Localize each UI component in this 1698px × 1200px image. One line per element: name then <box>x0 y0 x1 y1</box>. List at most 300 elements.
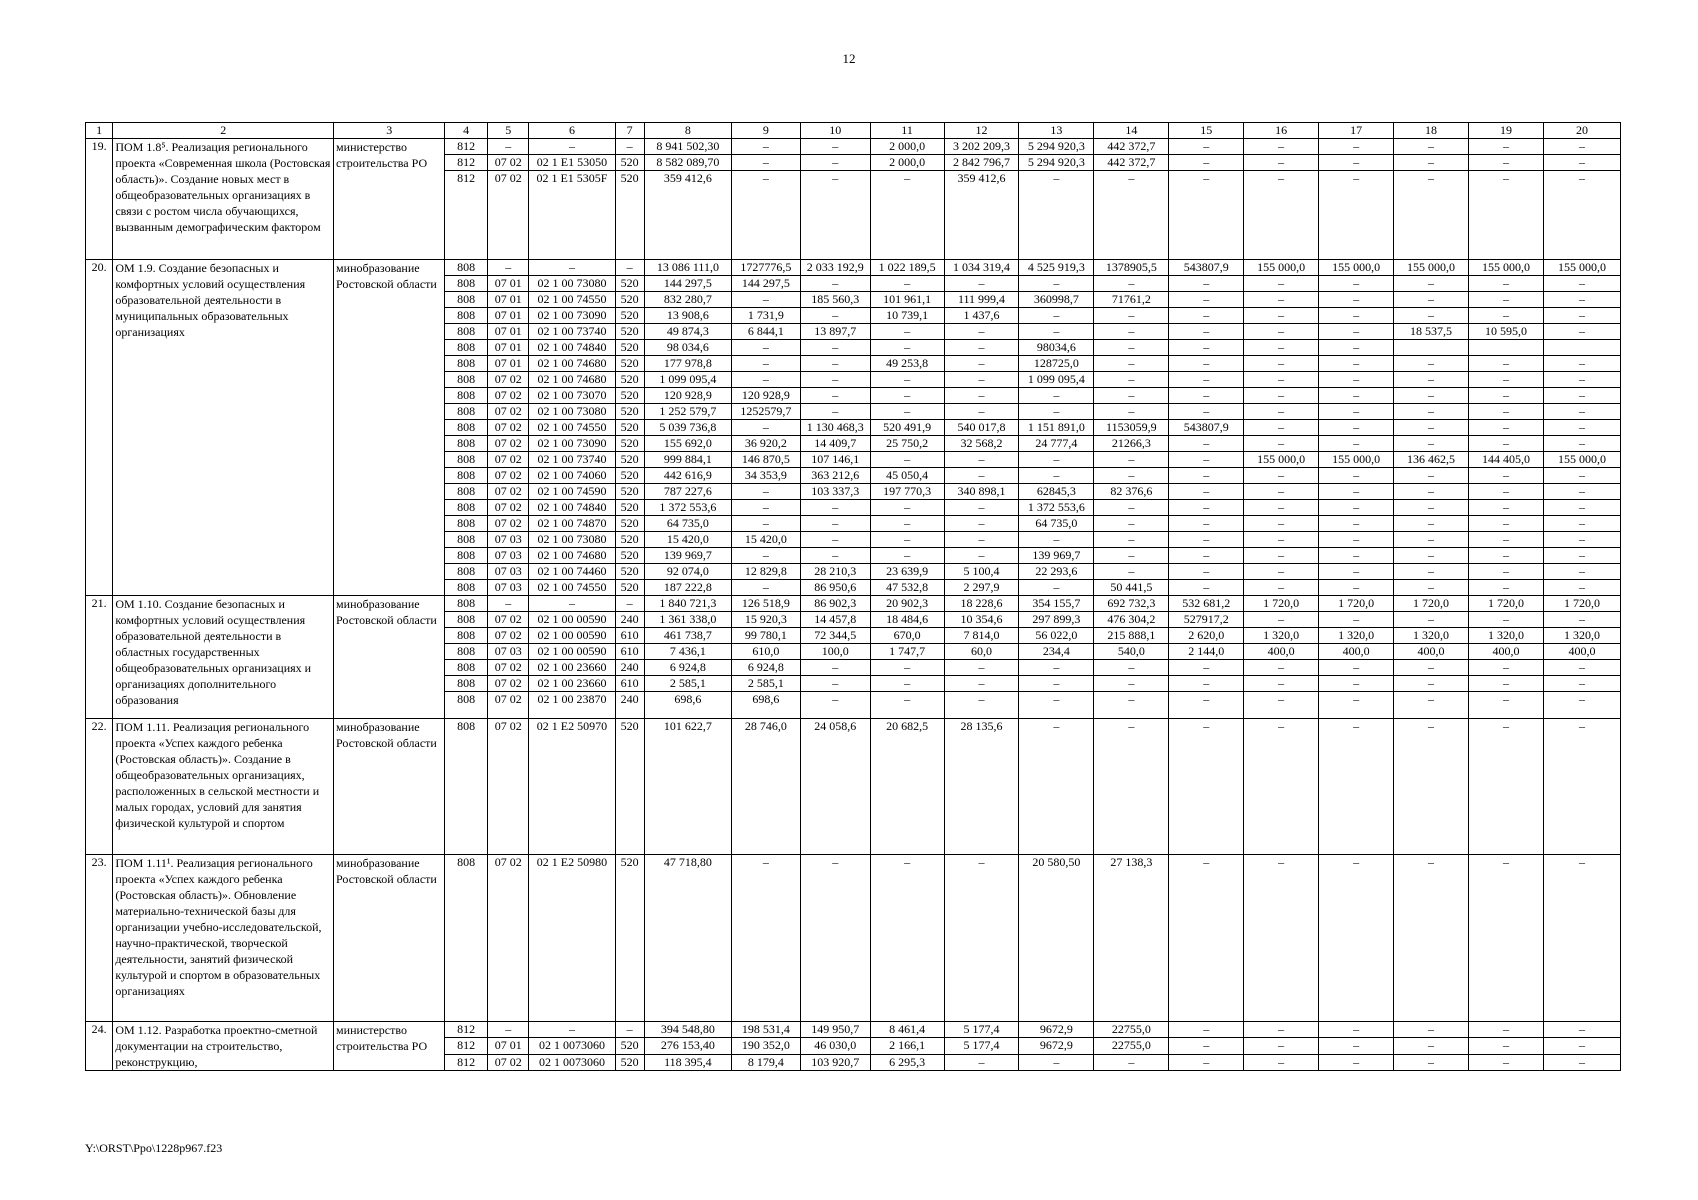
section-code: 07 01 <box>487 356 529 372</box>
amount-cell: – <box>870 388 944 404</box>
amount-cell: – <box>1319 500 1394 516</box>
amount-cell: 1 034 319,4 <box>944 260 1019 276</box>
amount-cell: – <box>1543 324 1620 340</box>
executor-name: минобразование Ростовской области <box>334 855 445 1022</box>
amount-cell: – <box>1319 372 1394 388</box>
amount-cell: 27 138,3 <box>1094 855 1169 1022</box>
column-number-3: 3 <box>334 123 445 139</box>
amount-cell: 20 580,50 <box>1019 855 1094 1022</box>
amount-cell: – <box>1394 564 1469 580</box>
amount-cell: 442 616,9 <box>644 468 731 484</box>
amount-cell: 297 899,3 <box>1019 612 1094 628</box>
amount-cell: – <box>1019 692 1094 719</box>
amount-cell: – <box>1319 564 1394 580</box>
amount-cell: – <box>1319 308 1394 324</box>
amount-cell: – <box>1019 171 1094 260</box>
amount-cell: – <box>1394 612 1469 628</box>
amount-cell: 15 420,0 <box>731 532 800 548</box>
amount-cell: – <box>1468 1022 1543 1038</box>
grbs-code: 812 <box>445 1022 488 1038</box>
amount-cell: – <box>1244 468 1319 484</box>
amount-cell: – <box>1244 308 1319 324</box>
target-article-code: 02 1 00 73740 <box>529 324 615 340</box>
amount-cell: 22755,0 <box>1094 1038 1169 1054</box>
amount-cell: 1 720,0 <box>1394 596 1469 612</box>
amount-cell: 1252579,7 <box>731 404 800 420</box>
amount-cell: 1 437,6 <box>944 308 1019 324</box>
amount-cell: – <box>1543 855 1620 1022</box>
amount-cell: – <box>1019 308 1094 324</box>
grbs-code: 808 <box>445 468 488 484</box>
amount-cell: 25 750,2 <box>870 436 944 452</box>
amount-cell: 197 770,3 <box>870 484 944 500</box>
row-number: 19. <box>86 139 113 260</box>
amount-cell: – <box>800 388 870 404</box>
amount-cell: 15 920,3 <box>731 612 800 628</box>
amount-cell: 32 568,2 <box>944 436 1019 452</box>
amount-cell: 62845,3 <box>1019 484 1094 500</box>
grbs-code: 808 <box>445 500 488 516</box>
amount-cell: 155 000,0 <box>1394 260 1469 276</box>
grbs-code: 812 <box>445 1038 488 1054</box>
amount-cell: – <box>1094 171 1169 260</box>
expense-type-code: 520 <box>615 580 644 596</box>
amount-cell: 1 252 579,7 <box>644 404 731 420</box>
amount-cell: – <box>1244 276 1319 292</box>
amount-cell: – <box>870 324 944 340</box>
amount-cell: 1 720,0 <box>1319 596 1394 612</box>
section-code: – <box>487 260 529 276</box>
amount-cell: 92 074,0 <box>644 564 731 580</box>
amount-cell: – <box>1094 692 1169 719</box>
amount-cell: – <box>1468 692 1543 719</box>
target-article-code: 02 1 Е2 50980 <box>529 855 615 1022</box>
target-article-code: 02 1 Е1 5305F <box>529 171 615 260</box>
section-code: 07 03 <box>487 548 529 564</box>
amount-cell: 2 585,1 <box>731 676 800 692</box>
amount-cell: – <box>1094 340 1169 356</box>
target-article-code: 02 1 00 74590 <box>529 484 615 500</box>
amount-cell: – <box>1394 171 1469 260</box>
amount-cell: – <box>731 420 800 436</box>
amount-cell: – <box>800 692 870 719</box>
table-body <box>86 123 1621 1071</box>
amount-cell: – <box>1244 580 1319 596</box>
amount-cell: 111 999,4 <box>944 292 1019 308</box>
amount-cell: – <box>1019 532 1094 548</box>
executor-name: минобразование Ростовской области <box>334 260 445 596</box>
amount-cell: – <box>1319 1038 1394 1054</box>
row-number: 23. <box>86 855 113 1022</box>
amount-cell: – <box>944 340 1019 356</box>
section-code: 07 02 <box>487 404 529 420</box>
amount-cell: 71761,2 <box>1094 292 1169 308</box>
amount-cell: – <box>1094 404 1169 420</box>
amount-cell: 64 735,0 <box>1019 516 1094 532</box>
amount-cell: 400,0 <box>1394 644 1469 660</box>
amount-cell: 276 153,40 <box>644 1038 731 1054</box>
grbs-code: 808 <box>445 404 488 420</box>
amount-cell: 56 022,0 <box>1019 628 1094 644</box>
expense-type-code: 520 <box>615 564 644 580</box>
amount-cell: 82 376,6 <box>1094 484 1169 500</box>
amount-cell: 149 950,7 <box>800 1022 870 1038</box>
section-code: 07 02 <box>487 468 529 484</box>
amount-cell: 6 295,3 <box>870 1054 944 1070</box>
amount-cell: – <box>1319 356 1394 372</box>
target-article-code: 02 1 00 74550 <box>529 580 615 596</box>
amount-cell: – <box>1543 436 1620 452</box>
amount-cell: 7 436,1 <box>644 644 731 660</box>
target-article-code: 02 1 Е2 50970 <box>529 719 615 855</box>
column-number-19: 19 <box>1468 123 1543 139</box>
amount-cell: – <box>1543 564 1620 580</box>
amount-cell: – <box>1169 660 1244 676</box>
amount-cell: – <box>1019 388 1094 404</box>
amount-cell: – <box>1169 500 1244 516</box>
amount-cell: – <box>1319 580 1394 596</box>
target-article-code: 02 1 00 23660 <box>529 660 615 676</box>
amount-cell: 360998,7 <box>1019 292 1094 308</box>
amount-cell: 120 928,9 <box>644 388 731 404</box>
grbs-code: 808 <box>445 292 488 308</box>
amount-cell: – <box>1019 468 1094 484</box>
section-code: 07 02 <box>487 372 529 388</box>
amount-cell: – <box>1319 388 1394 404</box>
amount-cell: 22755,0 <box>1094 1022 1169 1038</box>
amount-cell: – <box>944 676 1019 692</box>
amount-cell: – <box>731 855 800 1022</box>
amount-cell: – <box>1319 1022 1394 1038</box>
amount-cell: 46 030,0 <box>800 1038 870 1054</box>
expense-type-code: 520 <box>615 500 644 516</box>
amount-cell: – <box>800 171 870 260</box>
column-number-11: 11 <box>870 123 944 139</box>
amount-cell: 2 033 192,9 <box>800 260 870 276</box>
table-row <box>86 596 1621 612</box>
section-code: 07 01 <box>487 340 529 356</box>
amount-cell: 7 814,0 <box>944 628 1019 644</box>
grbs-code: 812 <box>445 155 488 171</box>
section-code: 07 03 <box>487 644 529 660</box>
column-number-6: 6 <box>529 123 615 139</box>
amount-cell: – <box>1543 276 1620 292</box>
amount-cell: – <box>944 1054 1019 1070</box>
expense-type-code: 240 <box>615 612 644 628</box>
expense-type-code: 610 <box>615 628 644 644</box>
amount-cell: – <box>870 340 944 356</box>
amount-cell: 36 920,2 <box>731 436 800 452</box>
amount-cell: – <box>800 139 870 155</box>
amount-cell: 28 135,6 <box>944 719 1019 855</box>
expense-type-code: 520 <box>615 276 644 292</box>
amount-cell: – <box>1543 372 1620 388</box>
amount-cell: 24 058,6 <box>800 719 870 855</box>
amount-cell: – <box>1468 139 1543 155</box>
amount-cell: 8 461,4 <box>870 1022 944 1038</box>
amount-cell: – <box>1319 692 1394 719</box>
amount-cell: – <box>1094 500 1169 516</box>
amount-cell: – <box>944 548 1019 564</box>
amount-cell: – <box>1468 484 1543 500</box>
target-article-code: 02 1 00 73740 <box>529 452 615 468</box>
amount-cell: – <box>1468 660 1543 676</box>
amount-cell: – <box>1094 660 1169 676</box>
amount-cell: 177 978,8 <box>644 356 731 372</box>
section-code: 07 02 <box>487 612 529 628</box>
column-number-13: 13 <box>1019 123 1094 139</box>
amount-cell: – <box>1543 660 1620 676</box>
grbs-code: 808 <box>445 452 488 468</box>
amount-cell: 13 908,6 <box>644 308 731 324</box>
expense-type-code: 520 <box>615 308 644 324</box>
table-row <box>86 1022 1621 1038</box>
measure-name: ПОМ 1.8⁵. Реализация регионального проекта «Современная школа (Ростовская область)». Создание новых мест в общеобразовательных организациях в связи с ростом числа обучающихся, вызванным демографическим фактором <box>113 139 334 260</box>
section-code: 07 01 <box>487 308 529 324</box>
target-article-code: 02 1 00 00590 <box>529 612 615 628</box>
amount-cell: – <box>1019 676 1094 692</box>
section-code: 07 03 <box>487 580 529 596</box>
target-article-code: 02 1 00 74870 <box>529 516 615 532</box>
amount-cell: 120 928,9 <box>731 388 800 404</box>
target-article-code: 02 1 00 00590 <box>529 644 615 660</box>
amount-cell: 49 253,8 <box>870 356 944 372</box>
amount-cell: – <box>1094 324 1169 340</box>
grbs-code: 808 <box>445 660 488 676</box>
expense-type-code: 520 <box>615 468 644 484</box>
amount-cell: 64 735,0 <box>644 516 731 532</box>
amount-cell: 1 320,0 <box>1319 628 1394 644</box>
amount-cell: – <box>1244 500 1319 516</box>
amount-cell: 8 582 089,70 <box>644 155 731 171</box>
amount-cell: – <box>731 356 800 372</box>
amount-cell: – <box>1543 171 1620 260</box>
target-article-code: 02 1 00 74680 <box>529 372 615 388</box>
grbs-code: 808 <box>445 260 488 276</box>
amount-cell: – <box>1244 292 1319 308</box>
amount-cell: – <box>944 388 1019 404</box>
target-article-code: 02 1 00 00590 <box>529 628 615 644</box>
expense-type-code: 520 <box>615 420 644 436</box>
amount-cell: 400,0 <box>1244 644 1319 660</box>
amount-cell <box>1468 340 1543 356</box>
column-number-9: 9 <box>731 123 800 139</box>
column-number-5: 5 <box>487 123 529 139</box>
amount-cell: – <box>1468 372 1543 388</box>
table-row <box>86 855 1621 1022</box>
amount-cell: – <box>1394 388 1469 404</box>
executor-name: министерство строительства РО <box>334 1022 445 1071</box>
amount-cell: – <box>1543 308 1620 324</box>
amount-cell: – <box>1394 548 1469 564</box>
amount-cell: 394 548,80 <box>644 1022 731 1038</box>
amount-cell: – <box>1244 1038 1319 1054</box>
amount-cell: – <box>944 324 1019 340</box>
section-code: 07 02 <box>487 388 529 404</box>
amount-cell: 476 304,2 <box>1094 612 1169 628</box>
row-number: 20. <box>86 260 113 596</box>
amount-cell: 139 969,7 <box>644 548 731 564</box>
amount-cell: – <box>1019 580 1094 596</box>
amount-cell: – <box>1543 139 1620 155</box>
amount-cell: – <box>1543 155 1620 171</box>
amount-cell: – <box>1244 171 1319 260</box>
amount-cell: – <box>1244 155 1319 171</box>
expense-type-code: 240 <box>615 692 644 719</box>
amount-cell: – <box>1468 1054 1543 1070</box>
table-row <box>86 719 1621 855</box>
amount-cell: – <box>1319 532 1394 548</box>
amount-cell: 363 212,6 <box>800 468 870 484</box>
amount-cell: 543807,9 <box>1169 420 1244 436</box>
amount-cell: 185 560,3 <box>800 292 870 308</box>
amount-cell: 60,0 <box>944 644 1019 660</box>
amount-cell: – <box>1169 308 1244 324</box>
target-article-code: 02 1 0073060 <box>529 1038 615 1054</box>
grbs-code: 808 <box>445 612 488 628</box>
target-article-code: 02 1 00 74550 <box>529 420 615 436</box>
amount-cell: – <box>1319 171 1394 260</box>
amount-cell: 139 969,7 <box>1019 548 1094 564</box>
amount-cell: – <box>944 500 1019 516</box>
measure-name: ОМ 1.9. Создание безопасных и комфортных условий осуществления образовательной деятельности в муниципальных образовательных организациях <box>113 260 334 596</box>
amount-cell: 698,6 <box>731 692 800 719</box>
amount-cell: – <box>1094 276 1169 292</box>
amount-cell: – <box>1394 356 1469 372</box>
amount-cell: – <box>800 308 870 324</box>
amount-cell: – <box>1094 548 1169 564</box>
grbs-code: 808 <box>445 308 488 324</box>
column-number-1: 1 <box>86 123 113 139</box>
grbs-code: 808 <box>445 564 488 580</box>
section-code: 07 02 <box>487 660 529 676</box>
amount-cell: – <box>1543 1038 1620 1054</box>
amount-cell: 9672,9 <box>1019 1022 1094 1038</box>
amount-cell: – <box>1244 548 1319 564</box>
amount-cell: – <box>1468 468 1543 484</box>
section-code: 07 03 <box>487 532 529 548</box>
amount-cell: – <box>1244 612 1319 628</box>
measure-name: ПОМ 1.11¹. Реализация регионального проекта «Успех каждого ребенка (Ростовская область)». Обновление материально-технической базы для организации учебно-исследовательской, научно-практической, творческой деятельности, занятий физической культурой и спортом в образовательных организациях <box>113 855 334 1022</box>
grbs-code: 808 <box>445 676 488 692</box>
amount-cell: – <box>1468 548 1543 564</box>
target-article-code: 02 1 00 74840 <box>529 340 615 356</box>
amount-cell: 1 130 468,3 <box>800 420 870 436</box>
amount-cell: – <box>1169 564 1244 580</box>
amount-cell: – <box>1019 452 1094 468</box>
amount-cell: – <box>800 855 870 1022</box>
section-code: 07 02 <box>487 484 529 500</box>
amount-cell: 144 405,0 <box>1468 452 1543 468</box>
grbs-code: 808 <box>445 356 488 372</box>
amount-cell: 1 372 553,6 <box>644 500 731 516</box>
amount-cell: – <box>944 404 1019 420</box>
expense-type-code: 520 <box>615 340 644 356</box>
amount-cell: – <box>1244 324 1319 340</box>
amount-cell: – <box>1319 468 1394 484</box>
amount-cell: 1 022 189,5 <box>870 260 944 276</box>
amount-cell: – <box>944 855 1019 1022</box>
amount-cell: – <box>1394 500 1469 516</box>
grbs-code: 808 <box>445 548 488 564</box>
amount-cell: 359 412,6 <box>644 171 731 260</box>
grbs-code: 808 <box>445 276 488 292</box>
amount-cell: 5 039 736,8 <box>644 420 731 436</box>
amount-cell: – <box>1543 719 1620 855</box>
amount-cell: – <box>731 155 800 171</box>
target-article-code: 02 1 00 73080 <box>529 276 615 292</box>
amount-cell: 400,0 <box>1319 644 1394 660</box>
amount-cell: 107 146,1 <box>800 452 870 468</box>
amount-cell: – <box>1169 356 1244 372</box>
amount-cell: – <box>800 548 870 564</box>
amount-cell: – <box>800 404 870 420</box>
amount-cell: 6 924,8 <box>731 660 800 676</box>
amount-cell: 442 372,7 <box>1094 139 1169 155</box>
amount-cell: – <box>1468 500 1543 516</box>
amount-cell: 442 372,7 <box>1094 155 1169 171</box>
amount-cell: 6 844,1 <box>731 324 800 340</box>
amount-cell: – <box>1319 612 1394 628</box>
amount-cell: – <box>1543 468 1620 484</box>
amount-cell: – <box>1244 388 1319 404</box>
amount-cell: 400,0 <box>1543 644 1620 660</box>
amount-cell: 50 441,5 <box>1094 580 1169 596</box>
amount-cell: – <box>1169 171 1244 260</box>
amount-cell: – <box>1319 548 1394 564</box>
amount-cell: – <box>1394 139 1469 155</box>
amount-cell: – <box>800 532 870 548</box>
row-number: 24. <box>86 1022 113 1071</box>
amount-cell: 1 099 095,4 <box>1019 372 1094 388</box>
amount-cell: 354 155,7 <box>1019 596 1094 612</box>
target-article-code: – <box>529 596 615 612</box>
amount-cell: 359 412,6 <box>944 171 1019 260</box>
amount-cell: 2 842 796,7 <box>944 155 1019 171</box>
amount-cell: 155 692,0 <box>644 436 731 452</box>
amount-cell: – <box>1244 692 1319 719</box>
amount-cell: 22 293,6 <box>1019 564 1094 580</box>
amount-cell: 461 738,7 <box>644 628 731 644</box>
amount-cell: – <box>800 516 870 532</box>
amount-cell: – <box>1394 468 1469 484</box>
amount-cell: – <box>1169 388 1244 404</box>
column-number-16: 16 <box>1244 123 1319 139</box>
amount-cell: – <box>1468 564 1543 580</box>
amount-cell: – <box>1019 404 1094 420</box>
amount-cell: – <box>870 372 944 388</box>
amount-cell: – <box>1319 855 1394 1022</box>
amount-cell: – <box>731 292 800 308</box>
amount-cell: 155 000,0 <box>1319 452 1394 468</box>
amount-cell: – <box>1244 340 1319 356</box>
amount-cell: – <box>1244 139 1319 155</box>
expense-type-code: 520 <box>615 484 644 500</box>
amount-cell: 999 884,1 <box>644 452 731 468</box>
amount-cell: – <box>1319 292 1394 308</box>
amount-cell: – <box>944 356 1019 372</box>
amount-cell: 144 297,5 <box>644 276 731 292</box>
target-article-code: 02 1 00 74460 <box>529 564 615 580</box>
amount-cell: 787 227,6 <box>644 484 731 500</box>
amount-cell: – <box>1394 676 1469 692</box>
amount-cell: 400,0 <box>1468 644 1543 660</box>
amount-cell: – <box>944 276 1019 292</box>
section-code: – <box>487 1022 529 1038</box>
section-code: – <box>487 139 529 155</box>
amount-cell: 5 294 920,3 <box>1019 139 1094 155</box>
amount-cell: – <box>731 372 800 388</box>
